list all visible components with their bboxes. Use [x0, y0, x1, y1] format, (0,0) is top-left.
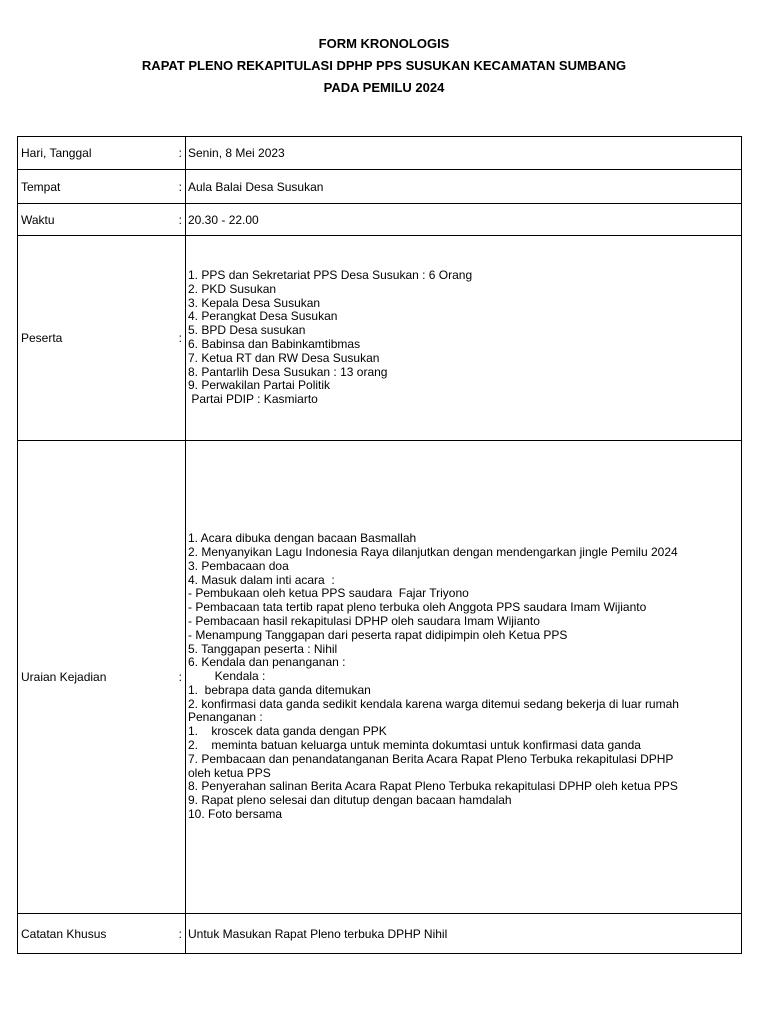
- list-line: 3. Pembacaan doa: [188, 558, 289, 573]
- list-line: 7. Ketua RT dan RW Desa Susukan: [188, 350, 380, 365]
- list-line: oleh ketua PPS: [188, 765, 271, 780]
- uraian-list: [186, 441, 742, 914]
- form-subtitle: RAPAT PLENO REKAPITULASI DPHP PPS SUSUKAN KECAMATAN SUMBANG: [141, 58, 627, 73]
- colon: :: [178, 670, 182, 684]
- list-line: - Pembacaan hasil rekapitulasi DPHP oleh saudara Imam Wijianto: [188, 613, 540, 628]
- label-cell: [18, 914, 186, 954]
- label-hari-tanggal: Hari, Tanggal: [21, 146, 92, 160]
- label-cell: [18, 441, 186, 914]
- list-line: 5. Tanggapan peserta : Nihil: [188, 641, 338, 656]
- list-line: 6. Babinsa dan Babinkamtibmas: [188, 337, 361, 351]
- list-line: Kendala :: [188, 669, 266, 684]
- value-waktu: 20.30 - 22.00: [186, 204, 742, 236]
- list-line: 2. Menyanyikan Lagu Indonesia Raya dilanjutkan dengan mendengarkan jingle Pemilu 2024: [188, 544, 678, 559]
- list-line: Penanganan :: [188, 710, 263, 725]
- list-line: 1. kroscek data ganda dengan PPK: [188, 724, 387, 739]
- list-line: Partai PDIP : Kasmiarto: [188, 392, 318, 407]
- row-peserta: [18, 236, 742, 441]
- chronology-table: [17, 136, 742, 954]
- list-line: 8. Penyerahan salinan Berita Acara Rapat Pleno Terbuka rekapitulasi DPHP oleh ketua PPS: [188, 779, 678, 794]
- list-line: 3. Kepala Desa Susukan: [188, 295, 321, 310]
- list-line: 9. Perwakilan Partai Politik: [188, 378, 331, 393]
- label-cell: [18, 137, 186, 170]
- list-line: 9. Rapat pleno selesai dan ditutup dengan bacaan hamdalah: [188, 793, 512, 808]
- list-line: 7. Pembacaan dan penandatanganan Berita Acara Rapat Pleno Terbuka rekapitulasi DPHP: [188, 751, 674, 766]
- list-line: 1. Acara dibuka dengan bacaan Basmallah: [188, 531, 417, 546]
- list-line: 1. PPS dan Sekretariat PPS Desa Susukan : 6 Orang: [188, 268, 473, 283]
- value-tempat: Aula Balai Desa Susukan: [186, 170, 742, 204]
- list-line: 2. konfirmasi data ganda sedikit kendala karena warga ditemui sedang bekerja di luar rumah: [188, 696, 679, 711]
- list-line: 8. Pantarlih Desa Susukan : 13 orang: [188, 364, 388, 379]
- row-tempat: [18, 170, 742, 204]
- label-cell: [18, 236, 186, 441]
- colon: :: [178, 212, 182, 227]
- value-catatan-khusus: Untuk Masukan Rapat Pleno terbuka DPHP Nihil: [186, 914, 742, 954]
- form-subtitle-election: PADA PEMILU 2024: [323, 80, 445, 95]
- label-uraian-kejadian: Uraian Kejadian: [21, 670, 107, 684]
- label-tempat: Tempat: [21, 179, 61, 194]
- list-line: 2. meminta batuan keluarga untuk meminta dokumtasi untuk konfirmasi data ganda: [188, 738, 641, 753]
- list-line: 5. BPD Desa susukan: [188, 323, 306, 338]
- list-line: 4. Perangkat Desa Susukan: [188, 309, 338, 324]
- label-cell: [18, 204, 186, 236]
- row-uraian-kejadian: [18, 441, 742, 914]
- list-line: 10. Foto bersama: [188, 807, 283, 822]
- label-catatan-khusus: Catatan Khusus: [21, 926, 107, 941]
- value-hari-tanggal: Senin, 8 Mei 2023: [186, 137, 742, 170]
- row-catatan-khusus: [18, 914, 742, 954]
- label-cell: [18, 170, 186, 204]
- label-waktu: Waktu: [21, 212, 55, 227]
- peserta-list: [186, 236, 742, 441]
- list-line: 6. Kendala dan penanganan :: [188, 655, 346, 670]
- colon: :: [178, 146, 182, 160]
- form-title: FORM KRONOLOGIS: [318, 36, 450, 51]
- list-line: 4. Masuk dalam inti acara :: [188, 572, 335, 587]
- list-line: - Pembukaan oleh ketua PPS saudara Fajar Triyono: [188, 586, 469, 601]
- row-waktu: [18, 204, 742, 236]
- colon: :: [178, 179, 182, 194]
- list-line: 1. bebrapa data ganda ditemukan: [188, 682, 371, 697]
- list-line: - Pembacaan tata tertib rapat pleno terbuka oleh Anggota PPS saudara Imam Wijianto: [188, 600, 647, 615]
- list-line: 2. PKD Susukan: [188, 281, 277, 296]
- row-hari-tanggal: [18, 137, 742, 170]
- colon: :: [178, 331, 182, 345]
- label-peserta: Peserta: [21, 331, 63, 345]
- list-line: - Menampung Tanggapan dari peserta rapat didipimpin oleh Ketua PPS: [188, 627, 568, 642]
- colon: :: [178, 926, 182, 941]
